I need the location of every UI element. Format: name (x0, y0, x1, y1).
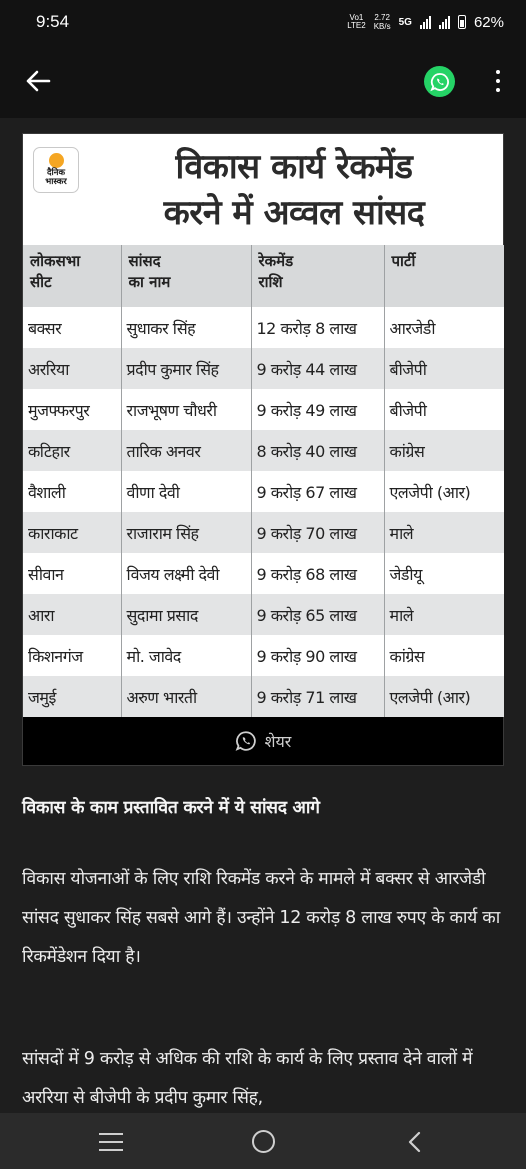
system-back-button[interactable] (402, 1129, 426, 1155)
more-options-button[interactable] (490, 68, 506, 94)
cell-mp: वीणा देवी (121, 471, 251, 512)
status-time: 9:54 (36, 12, 70, 31)
cell-party: एलजेपी (आर) (384, 676, 504, 717)
column-header-amount: रेकमेंड राशि (251, 245, 384, 307)
cell-party: माले (384, 594, 504, 635)
cell-seat: सीवान (23, 553, 121, 594)
cell-party: जेडीयू (384, 553, 504, 594)
system-navigation-bar (0, 1113, 526, 1169)
cell-seat: कटिहार (23, 430, 121, 471)
recent-apps-button[interactable] (97, 1131, 125, 1153)
status-bar (0, 0, 526, 44)
column-header-seat: लोकसभा सीट (23, 245, 121, 307)
cell-party: आरजेडी (384, 307, 504, 348)
cell-amount: 8 करोड़ 40 लाख (251, 430, 384, 471)
cell-seat: बक्सर (23, 307, 121, 348)
cell-party: एलजेपी (आर) (384, 471, 504, 512)
table-row (23, 348, 504, 389)
mp-recommendation-table (23, 245, 504, 717)
cell-mp: राजभूषण चौधरी (121, 389, 251, 430)
cell-mp: प्रदीप कुमार सिंह (121, 348, 251, 389)
cell-party: कांग्रेस (384, 635, 504, 676)
cell-party: बीजेपी (384, 389, 504, 430)
article-body (22, 795, 508, 821)
cell-amount: 9 करोड़ 49 लाख (251, 389, 384, 430)
cell-party: बीजेपी (384, 348, 504, 389)
cell-amount: 9 करोड़ 68 लाख (251, 553, 384, 594)
cell-seat: काराकाट (23, 512, 121, 553)
article-paragraph: विकास योजनाओं के लिए राशि रिकमेंड करने के मामले में बक्सर से आरजेडी सांसद सुधाकर सिंह सबसे आगे हैं। उन्होंने 12 करोड़ 8 लाख रुपए के कार्य का रिकमेंडेशन दिया है। (22, 869, 500, 967)
recent-apps-icon (99, 1133, 123, 1135)
cell-mp: सुधाकर सिंह (121, 307, 251, 348)
more-vertical-icon (496, 70, 500, 74)
column-header-party: पार्टी (384, 245, 504, 307)
cell-mp: राजाराम सिंह (121, 512, 251, 553)
whatsapp-icon (235, 730, 257, 752)
cell-mp: विजय लक्ष्मी देवी (121, 553, 251, 594)
table-row (23, 553, 504, 594)
home-button[interactable] (252, 1130, 275, 1153)
table-row (23, 389, 504, 430)
table-row (23, 471, 504, 512)
cell-mp: तारिक अनवर (121, 430, 251, 471)
cell-mp: सुदामा प्रसाद (121, 594, 251, 635)
battery-icon (458, 15, 466, 29)
cell-party: कांग्रेस (384, 430, 504, 471)
table-row (23, 430, 504, 471)
cell-seat: अररिया (23, 348, 121, 389)
article-subheading: विकास के काम प्रस्तावित करने में ये सांसद आगे (22, 798, 320, 818)
logo-sun-icon (49, 153, 64, 168)
cell-mp: मो. जावेद (121, 635, 251, 676)
infographic-title: विकास कार्य रेकमेंड करने में अव्वल सांसद (163, 147, 425, 233)
share-label: शेयर (264, 732, 292, 751)
cell-seat: किशनगंज (23, 635, 121, 676)
cell-party: माले (384, 512, 504, 553)
cell-amount: 9 करोड़ 71 लाख (251, 676, 384, 717)
cell-seat: आरा (23, 594, 121, 635)
cell-amount: 9 करोड़ 70 लाख (251, 512, 384, 553)
chevron-left-icon (407, 1131, 421, 1153)
cell-seat: जमुई (23, 676, 121, 717)
table-row (23, 512, 504, 553)
status-indicators (347, 13, 504, 31)
share-button[interactable] (23, 717, 503, 765)
signal-icon (439, 16, 450, 29)
app-bar (0, 44, 526, 118)
table-header-row (23, 245, 504, 307)
dainik-bhaskar-logo: दैनिक भास्कर (33, 147, 79, 193)
article-paragraph: सांसदों में 9 करोड़ से अधिक की राशि के कार्य के लिए प्रस्ताव देने वालों में अररिया से बीजेपी के प्रदीप कुमार सिंह, (22, 1049, 473, 1108)
table-row (23, 594, 504, 635)
whatsapp-share-button[interactable] (424, 66, 455, 97)
whatsapp-icon (430, 72, 450, 92)
network-type: 5G (398, 16, 412, 28)
table-row (23, 307, 504, 348)
cell-amount: 9 करोड़ 90 लाख (251, 635, 384, 676)
signal-icon (420, 16, 431, 29)
cell-amount: 12 करोड़ 8 लाख (251, 307, 384, 348)
table-row (23, 635, 504, 676)
cell-seat: वैशाली (23, 471, 121, 512)
table-row (23, 676, 504, 717)
cell-amount: 9 करोड़ 44 लाख (251, 348, 384, 389)
arrow-left-icon (25, 70, 51, 92)
battery-level: 62% (473, 13, 504, 31)
cell-seat: मुजफ्फरपुर (23, 389, 121, 430)
network-speed: 2.72 KB/s (373, 13, 391, 31)
cell-amount: 9 करोड़ 67 लाख (251, 471, 384, 512)
back-button[interactable] (20, 66, 56, 96)
volte-indicator: Vo1 LTE2 (347, 13, 366, 30)
cell-mp: अरुण भारती (121, 676, 251, 717)
infographic-card (22, 133, 504, 766)
cell-amount: 9 करोड़ 65 लाख (251, 594, 384, 635)
column-header-mp: सांसद का नाम (121, 245, 251, 307)
card-header (23, 134, 503, 245)
